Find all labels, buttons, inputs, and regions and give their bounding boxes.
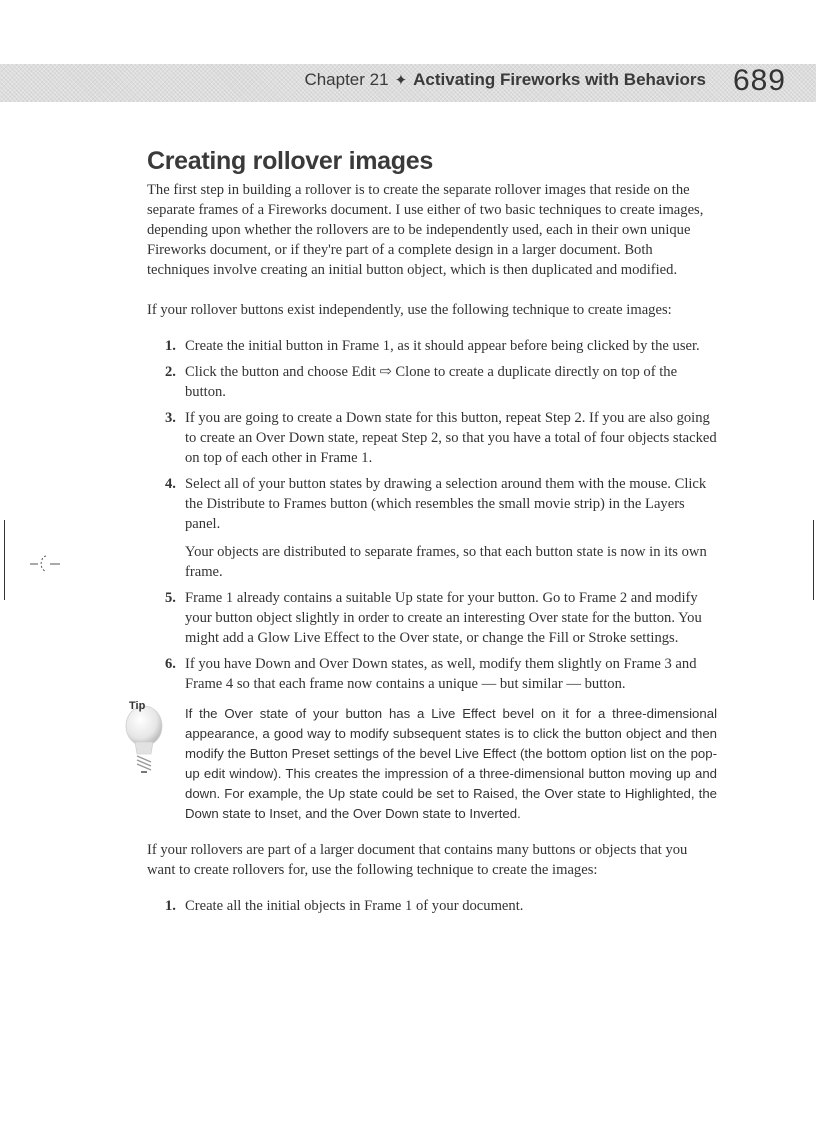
tip-label: Tip (129, 700, 146, 712)
step-text: Click the button and choose Edit ⇨ Clone to create a duplicate directly on top of the button. (185, 364, 678, 400)
margin-rule-right (813, 520, 814, 600)
step-number: 3. (165, 410, 176, 426)
step-text: Create all the initial objects in Frame 1 of your document. (185, 898, 524, 914)
list-item (165, 588, 717, 648)
step-text: Frame 1 already contains a suitable Up state for your button. Go to Frame 2 and modify your button object slightly in order to create an interesting Over state for the button. You might add a Glow Live Effect to the Over state, or change the Fill or Stroke settings. (185, 590, 702, 646)
list-item (165, 654, 717, 694)
step-text: Create the initial button in Frame 1, as it should appear before being clicked by the user. (185, 338, 700, 354)
step-number: 1. (165, 898, 176, 914)
lead-paragraph-2: If your rollovers are part of a larger document that contains many buttons or objects that you want to create rollovers for, use the following technique to create the images: (147, 842, 688, 878)
section-heading: Creating rollover images (147, 147, 433, 175)
margin-rule-left (4, 520, 5, 600)
page-content (129, 147, 717, 922)
list-item (165, 362, 717, 402)
step-number: 5. (165, 590, 176, 606)
crop-mark-icon (28, 548, 68, 578)
list-item (165, 474, 717, 582)
step-number: 4. (165, 476, 176, 492)
step-text: If you have Down and Over Down states, as well, modify them slightly on Frame 3 and Frame 4 so that each frame now contains a unique — but similar — button. (185, 656, 697, 692)
step-number: 6. (165, 656, 176, 672)
step-number: 2. (165, 364, 176, 380)
tip-box (129, 700, 717, 824)
step-text: If you are going to create a Down state for this button, repeat Step 2. If you are also going to create an Over Down state, repeat Step 2, so that you have a total of four objects stacked on top of each other in Frame 1. (185, 410, 717, 466)
lead-paragraph-1: If your rollover buttons exist independently, use the following technique to create images: (147, 302, 672, 318)
list-item (165, 408, 717, 468)
step-followup: Your objects are distributed to separate frames, so that each button state is now in its own frame. (185, 544, 707, 580)
steps-list-2 (147, 896, 717, 916)
chapter-label: Chapter 21 (304, 70, 389, 89)
running-head (304, 70, 706, 90)
separator-glyph: ✦ (394, 72, 408, 89)
page-number: 689 (732, 64, 786, 97)
tip-text: If the Over state of your button has a Live Effect bevel on it for a three-dimensional appearance, a good way to modify subsequent states is to click the button object and then modify the Button Preset settings of the bevel Live Effect (the bottom option list on the pop-up edit window). This creates the impression of a three-dimensional button moving up and down. For example, the Up state could be set to Raised, the Over state to Highlighted, the Down state to Inset, and the Over Down state to Inverted. (185, 706, 717, 821)
intro-paragraph: The first step in building a rollover is to create the separate rollover images that reside on the separate frames of a Fireworks document. I use either of two basic techniques to create images, depending upon whether the rollovers are to be independently used, each in their own unique Fireworks document, or if they're part of a complete design in a larger document. Both techniques involve creating an initial button object, which is then duplicated and modified. (147, 182, 704, 278)
chapter-title: Activating Fireworks with Behaviors (413, 70, 706, 89)
list-item (165, 336, 717, 356)
steps-list-1 (147, 336, 717, 694)
step-text: Select all of your button states by drawing a selection around them with the mouse. Click the Distribute to Frames button (which resembles the small movie strip) in the Layers panel. (185, 476, 707, 532)
list-item (165, 896, 717, 916)
step-number: 1. (165, 338, 176, 354)
